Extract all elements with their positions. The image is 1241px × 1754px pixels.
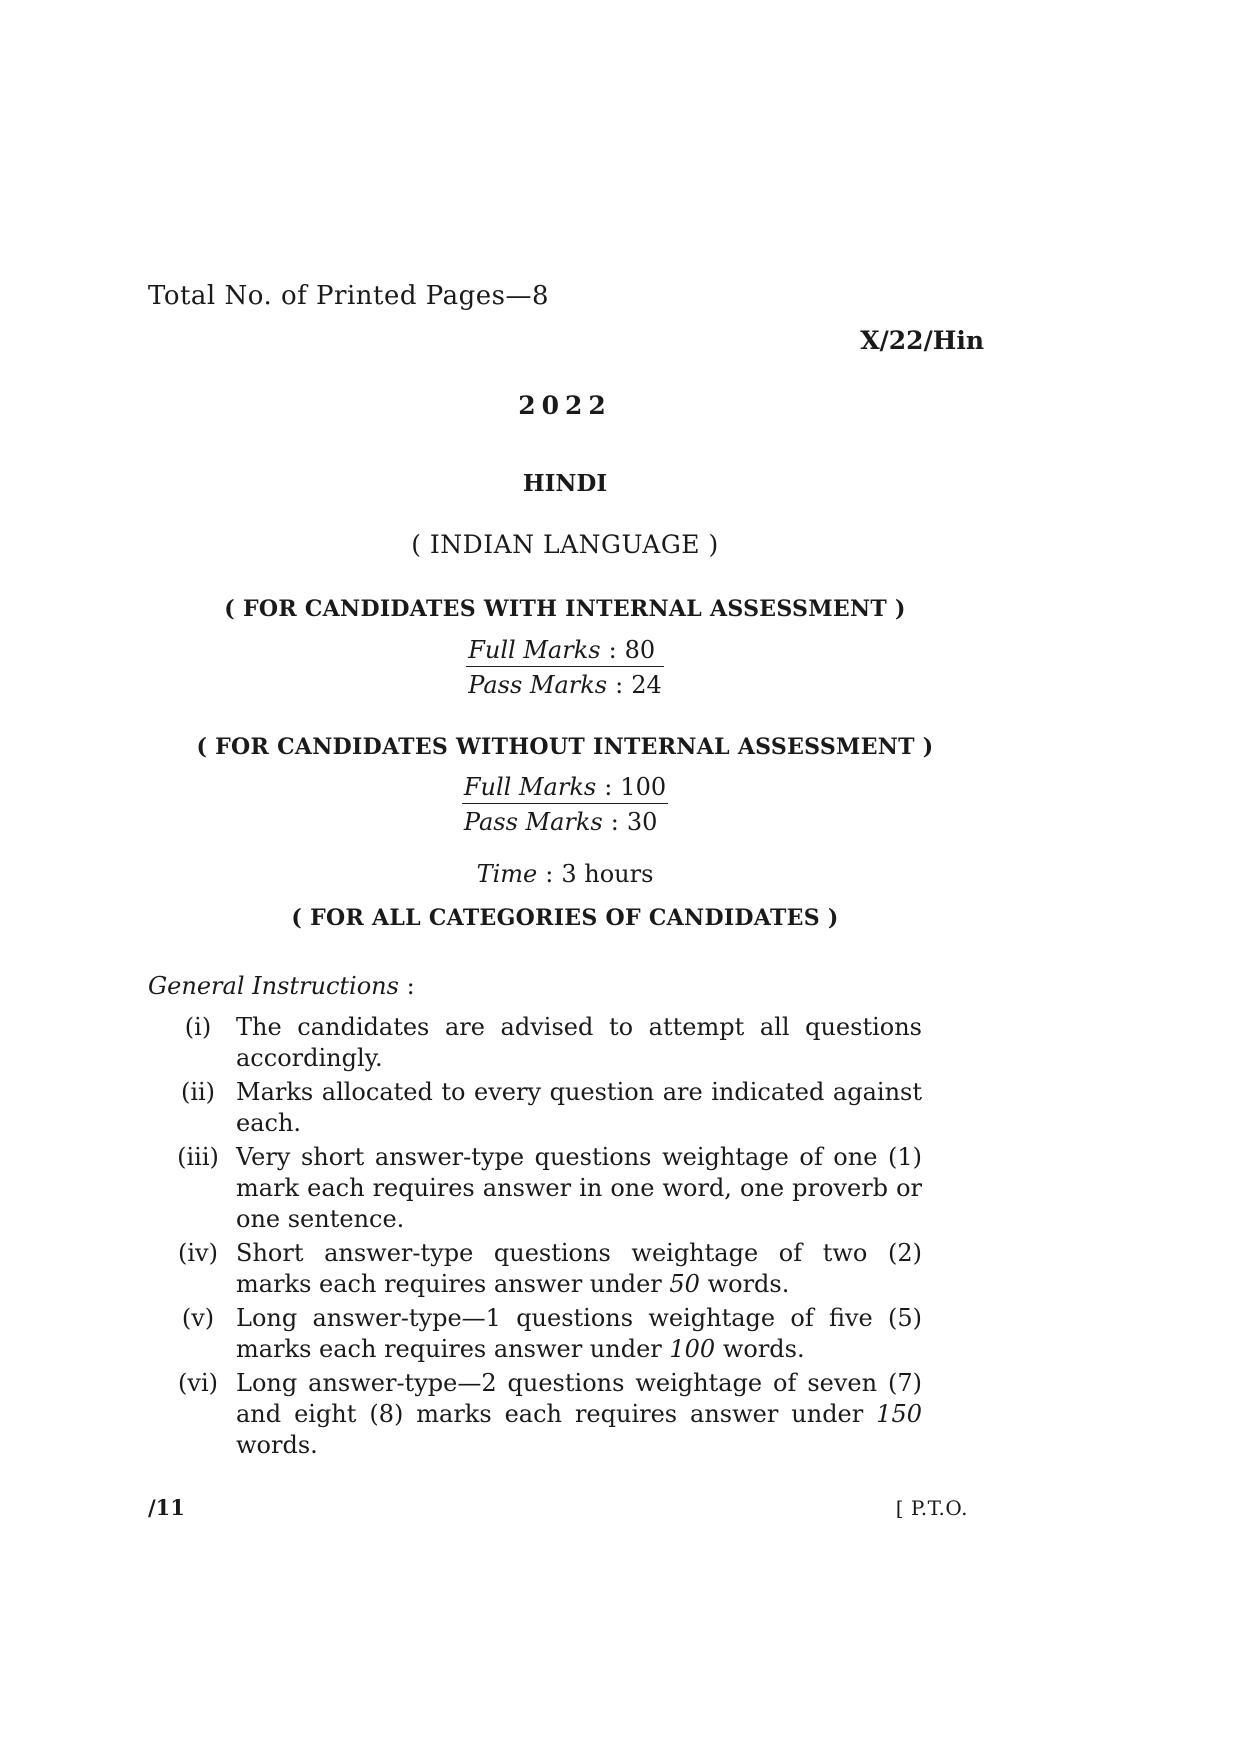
pass-marks-row: Pass Marks : 30 [463, 808, 658, 836]
list-item [160, 1077, 922, 1139]
page-footer-code: /11 [148, 1495, 185, 1520]
instructions-list [160, 1012, 922, 1464]
item-number: (v) [181, 1304, 215, 1332]
all-categories-heading: ( FOR ALL CATEGORIES OF CANDIDATES ) [291, 905, 839, 931]
list-item [160, 1238, 922, 1300]
general-instructions-heading: General Instructions : [148, 972, 415, 1000]
paper-code: X/22/Hin [860, 326, 984, 355]
pass-marks-label: Pass Marks [463, 808, 603, 836]
item-number: (ii) [180, 1078, 216, 1106]
item-number: (vi) [178, 1369, 218, 1397]
item-text: The candidates are advised to attempt all questions accordingly. [236, 1013, 922, 1072]
item-text: Long answer-type—2 questions weightage of seven (7) and eight (8) marks each requires answer under 150 words. [236, 1369, 922, 1459]
full-marks-label: Full Marks [463, 773, 597, 801]
full-marks-row: Full Marks : 80 [466, 636, 664, 667]
without-internal-marks [0, 773, 1130, 836]
list-item [160, 1303, 922, 1365]
time-value: 3 hours [561, 860, 654, 888]
list-item [160, 1012, 922, 1074]
pass-marks-label: Pass Marks [468, 671, 608, 699]
list-item [160, 1142, 922, 1235]
with-internal-heading: ( FOR CANDIDATES WITH INTERNAL ASSESSMENT ) [224, 596, 906, 622]
item-number: (iii) [177, 1143, 219, 1171]
full-marks-value: 100 [620, 773, 667, 801]
pass-marks-row: Pass Marks : 24 [468, 671, 662, 699]
with-internal-marks [0, 636, 1130, 699]
item-text: Marks allocated to every question are indicated against each. [236, 1078, 922, 1137]
item-number: (i) [184, 1013, 212, 1041]
full-marks-row: Full Marks : 100 [462, 773, 668, 804]
without-internal-heading: ( FOR CANDIDATES WITHOUT INTERNAL ASSESSMENT ) [196, 734, 934, 760]
item-text: Long answer-type—1 questions weightage of five (5) marks each requires answer under 100 words. [236, 1304, 922, 1363]
language-subtitle: ( INDIAN LANGUAGE ) [411, 530, 719, 559]
time-allowed: Time : 3 hours [476, 860, 654, 888]
full-marks-value: 80 [624, 636, 656, 664]
list-item [160, 1368, 922, 1461]
exam-year: 2022 [518, 391, 612, 420]
item-text: Short answer-type questions weightage of two (2) marks each requires answer under 50 words. [236, 1239, 922, 1298]
pto-marker: [ P.T.O. [895, 1496, 968, 1520]
full-marks-label: Full Marks [468, 636, 601, 664]
pass-marks-value: 24 [631, 671, 662, 699]
time-label: Time [476, 860, 538, 888]
total-printed-pages: Total No. of Printed Pages—8 [148, 281, 549, 311]
pass-marks-value: 30 [626, 808, 658, 836]
item-text: Very short answer-type questions weightage of one (1) mark each requires answer in one word, one proverb or one sentence. [236, 1143, 922, 1233]
general-instructions-label: General Instructions [148, 972, 399, 1000]
subject-title: HINDI [522, 470, 608, 497]
item-number: (iv) [178, 1239, 218, 1267]
